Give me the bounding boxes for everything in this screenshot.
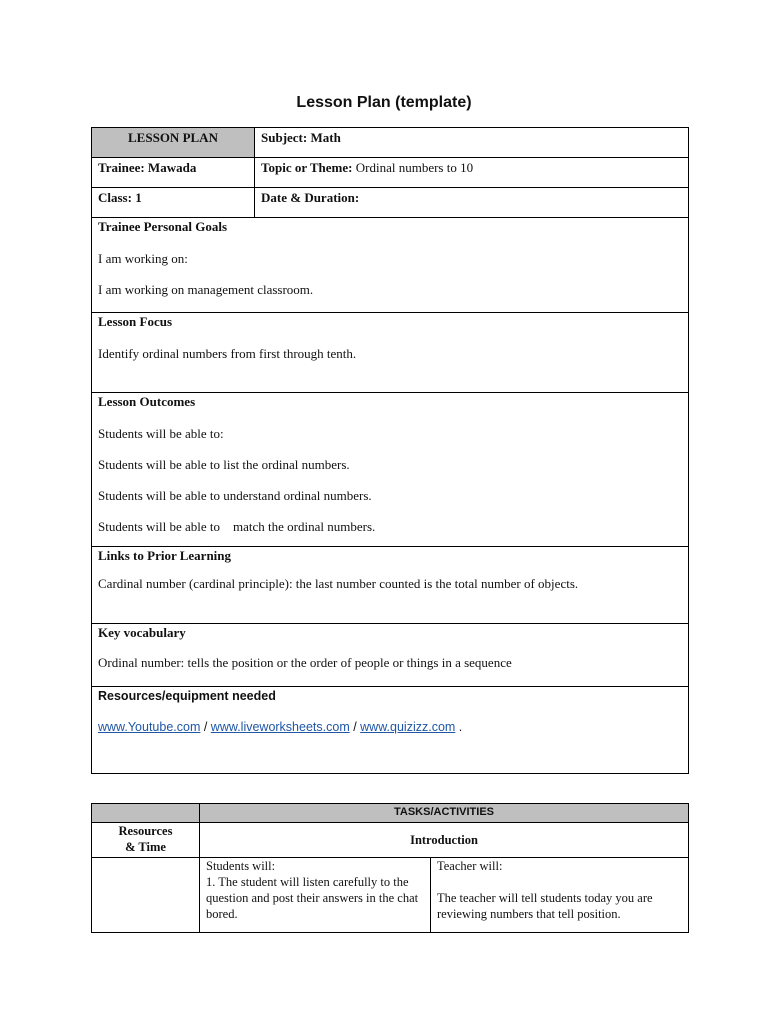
resources-time-value	[92, 858, 200, 933]
quizizz-link[interactable]: www.quizizz.com	[360, 720, 456, 734]
teacher-will-label: Teacher will:	[437, 859, 503, 873]
introduction-cell: Introduction	[200, 823, 689, 858]
key-vocabulary-line: Ordinal number: tells the position or the order of people or things in a sequence	[98, 655, 512, 670]
topic-cell	[255, 158, 689, 188]
date-duration-cell: Date & Duration:	[255, 188, 689, 218]
resources-heading: Resources/equipment needed	[98, 689, 276, 703]
subject-cell: Subject: Math	[255, 128, 689, 158]
document-title: Lesson Plan (template)	[296, 94, 472, 111]
topic-value: Ordinal numbers to 10	[352, 160, 474, 175]
resources-time-cell: Resources & Time	[92, 823, 200, 858]
lesson-plan-label: LESSON PLAN	[92, 128, 255, 158]
tasks-table	[91, 803, 689, 933]
youtube-link[interactable]: www.Youtube.com	[98, 720, 201, 734]
link-separator: /	[200, 720, 211, 734]
lesson-focus-heading: Lesson Focus	[98, 314, 173, 329]
resources-links	[98, 719, 682, 735]
personal-goals-line: I am working on management classroom.	[98, 282, 314, 297]
lesson-focus-section	[92, 313, 689, 393]
tasks-header-blank	[92, 804, 200, 823]
teacher-will-cell	[431, 858, 689, 933]
personal-goals-section	[92, 218, 689, 313]
lesson-outcome-line: Students will be able to:	[98, 426, 224, 441]
class-cell: Class: 1	[92, 188, 255, 218]
students-will-label: Students will:	[206, 859, 276, 873]
teacher-will-text: The teacher will tell students today you are reviewing numbers that tell position.	[437, 891, 653, 921]
lesson-plan-table	[91, 127, 689, 774]
link-separator: /	[349, 720, 361, 734]
lesson-outcome-line: Students will be able to match the ordinal numbers.	[98, 519, 376, 534]
trainee-cell: Trainee: Mawada	[92, 158, 255, 188]
lesson-focus-line: Identify ordinal numbers from first through tenth.	[98, 346, 357, 361]
links-end: .	[455, 720, 463, 734]
resources-section	[92, 687, 689, 774]
prior-learning-section	[92, 547, 689, 624]
key-vocabulary-section	[92, 624, 689, 687]
lesson-outcomes-heading: Lesson Outcomes	[98, 394, 196, 409]
students-will-text: 1. The student will listen carefully to the question and post their answers in the chat bored.	[206, 875, 419, 921]
liveworksheets-link[interactable]: www.liveworksheets.com	[210, 720, 350, 734]
personal-goals-line: I am working on:	[98, 251, 188, 266]
lesson-outcome-line: Students will be able to list the ordinal numbers.	[98, 457, 350, 472]
topic-label: Topic or Theme:	[261, 160, 353, 175]
key-vocabulary-heading: Key vocabulary	[98, 625, 186, 640]
prior-learning-line: Cardinal number (cardinal principle): the last number counted is the total number of objects.	[98, 576, 579, 591]
students-will-cell	[200, 858, 431, 933]
tasks-header: TASKS/ACTIVITIES	[200, 804, 689, 823]
personal-goals-heading: Trainee Personal Goals	[98, 219, 228, 234]
lesson-outcome-line: Students will be able to understand ordinal numbers.	[98, 488, 372, 503]
lesson-outcomes-section	[92, 393, 689, 547]
prior-learning-heading: Links to Prior Learning	[98, 548, 232, 563]
